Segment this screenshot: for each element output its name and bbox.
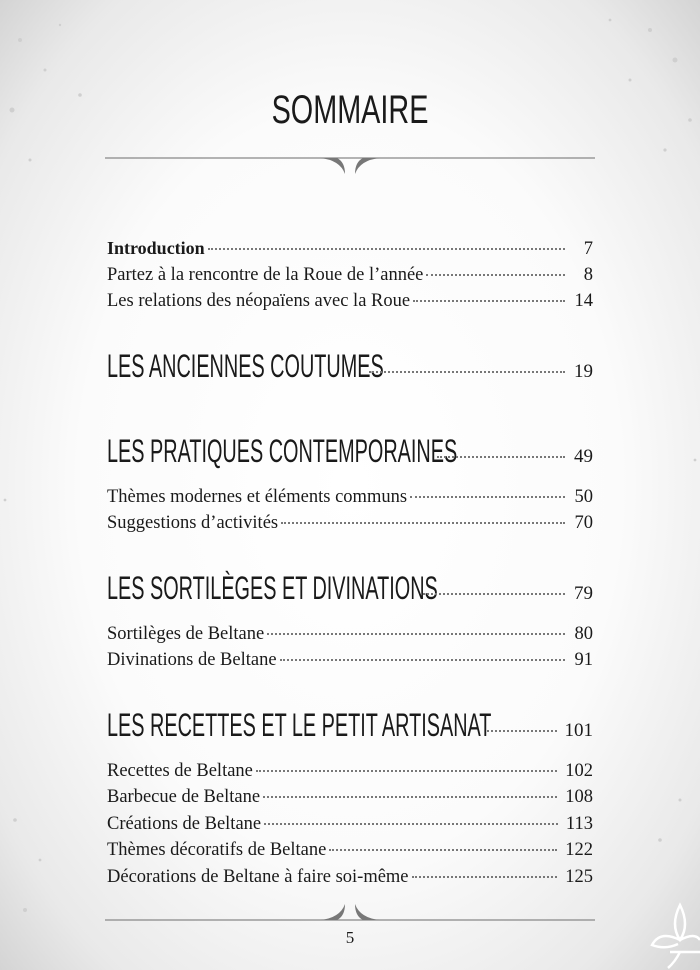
toc-entry-label: Créations de Beltane xyxy=(107,813,262,834)
toc-entry-page: 7 xyxy=(583,239,593,259)
toc-section-anciennes-coutumes[interactable] xyxy=(107,348,593,388)
leader-dots xyxy=(256,770,557,772)
toc-entry-page: 50 xyxy=(574,486,593,507)
leader-dots xyxy=(487,730,557,732)
toc-entry[interactable] xyxy=(107,487,593,514)
leader-dots xyxy=(410,496,565,498)
toc-entry-label: Thèmes décoratifs de Beltane xyxy=(107,840,327,860)
top-ornament-divider xyxy=(105,150,595,180)
toc-entry-page: 91 xyxy=(574,650,593,670)
toc-section-title: LES PRATIQUES CONTEMPORAINES xyxy=(107,432,458,469)
toc-entry-label: Introduction xyxy=(107,238,205,258)
toc-entry[interactable] xyxy=(107,814,593,841)
leader-dots xyxy=(423,593,565,595)
toc-entry-page: 70 xyxy=(574,513,593,533)
toc-section-pratiques-contemporaines[interactable] xyxy=(107,433,593,473)
toc-entry[interactable] xyxy=(107,624,593,651)
toc-entry-label: Sortilèges de Beltane xyxy=(107,623,265,644)
fleur-de-lis-ornament-icon xyxy=(640,900,700,970)
page-number: 5 xyxy=(345,928,355,947)
toc-entry-page: 113 xyxy=(565,813,593,834)
leader-dots xyxy=(280,659,565,661)
leader-dots xyxy=(267,633,565,635)
leader-dots xyxy=(412,876,558,878)
toc-entry-page: 8 xyxy=(583,264,593,285)
leader-dots xyxy=(329,849,557,851)
toc-entry[interactable] xyxy=(107,650,593,677)
toc-section-page: 101 xyxy=(564,719,593,741)
toc-entry-page: 14 xyxy=(574,291,593,311)
leader-dots xyxy=(437,456,565,458)
leader-dots xyxy=(264,823,558,825)
toc-entry-page: 102 xyxy=(565,760,593,781)
leader-dots xyxy=(208,248,565,250)
toc-entry[interactable] xyxy=(107,291,593,318)
toc-entry-label: Recettes de Beltane xyxy=(107,760,253,781)
toc-entry[interactable] xyxy=(107,513,593,540)
toc-section-title: LES ANCIENNES COUTUMES xyxy=(107,347,384,384)
toc-section-recettes-artisanat[interactable] xyxy=(107,707,593,747)
table-of-contents xyxy=(107,238,593,893)
toc-section-page: 49 xyxy=(574,445,593,467)
toc-section-title: LES RECETTES ET LE PETIT ARTISANAT xyxy=(107,706,492,743)
leader-dots xyxy=(369,371,565,373)
toc-entry-page: 108 xyxy=(565,787,593,807)
toc-entry[interactable] xyxy=(107,265,593,292)
leader-dots xyxy=(281,522,565,524)
toc-entry-page: 80 xyxy=(574,623,593,644)
bottom-ornament-divider xyxy=(105,900,595,930)
toc-entry-page: 122 xyxy=(565,840,593,860)
page-title: SOMMAIRE xyxy=(271,88,429,132)
toc-entry-label: Thèmes modernes et éléments communs xyxy=(107,486,408,507)
toc-entry[interactable] xyxy=(107,761,593,788)
leader-dots xyxy=(263,796,557,798)
leader-dots xyxy=(413,300,565,302)
toc-section-page: 79 xyxy=(574,582,593,604)
toc-section-page: 19 xyxy=(574,360,593,382)
toc-entry[interactable] xyxy=(107,787,593,814)
toc-section-sortileges-divinations[interactable] xyxy=(107,570,593,610)
toc-entry-label: Les relations des néopaïens avec la Roue xyxy=(107,291,411,311)
toc-section-title: LES SORTILÈGES ET DIVINATIONS xyxy=(107,569,438,606)
leader-dots xyxy=(426,274,565,276)
toc-entry-introduction[interactable] xyxy=(107,238,593,265)
toc-entry-label: Suggestions d’activités xyxy=(107,513,279,533)
toc-entry-label: Divinations de Beltane xyxy=(107,650,277,670)
toc-entry-page: 125 xyxy=(565,866,593,887)
toc-entry-label: Partez à la rencontre de la Roue de l’année xyxy=(107,264,424,285)
toc-entry-label: Barbecue de Beltane xyxy=(107,787,261,807)
toc-entry-label: Décorations de Beltane à faire soi-même xyxy=(107,866,409,887)
toc-entry[interactable] xyxy=(107,867,593,894)
toc-entry[interactable] xyxy=(107,840,593,867)
